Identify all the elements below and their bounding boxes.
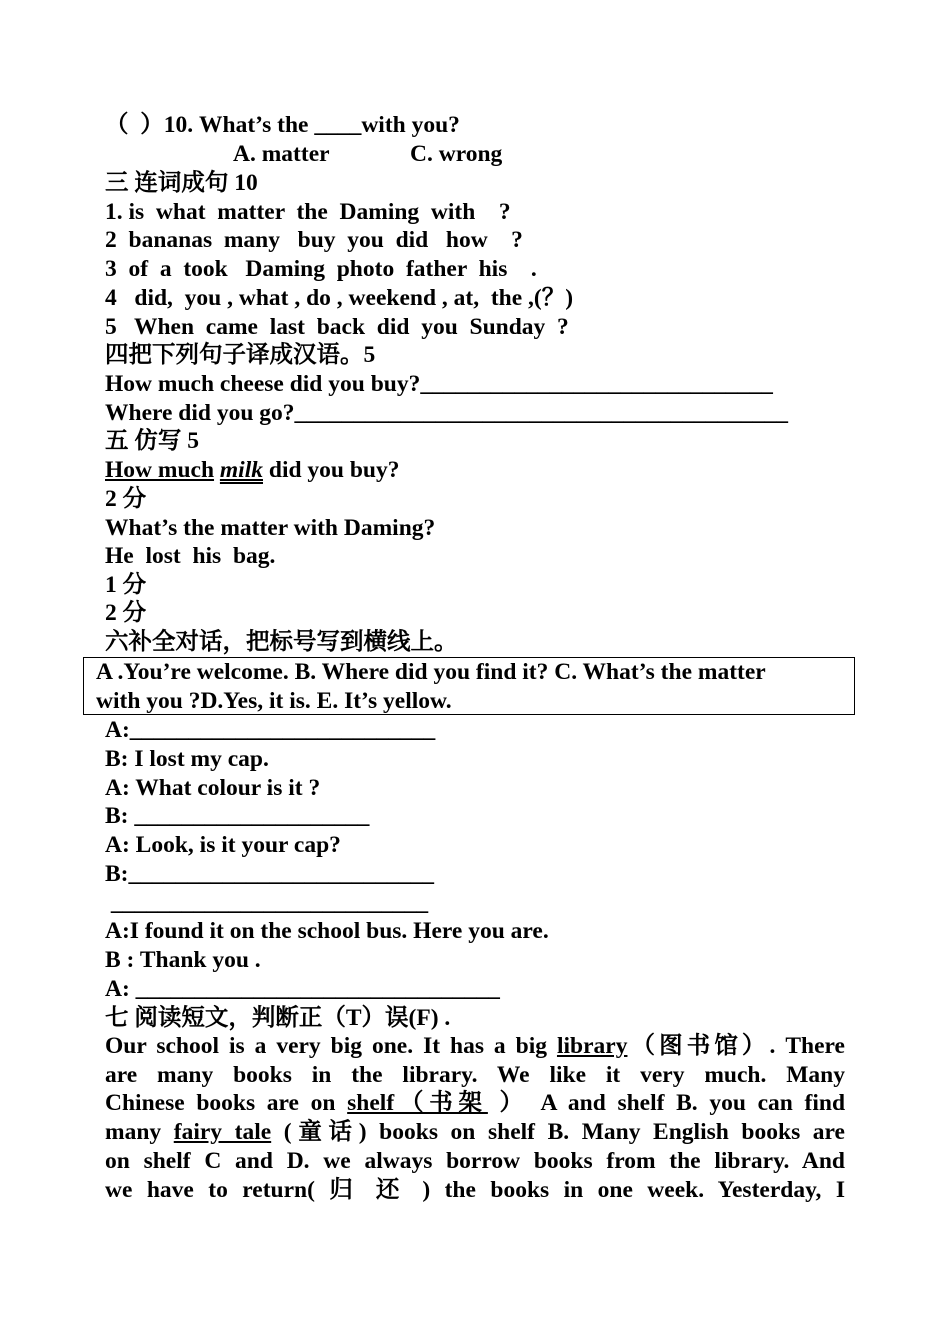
passage-line: on shelf C and D. we always borrow books from the library. And [105,1147,845,1174]
dialog-line: A:I found it on the school bus. Here you are. [105,918,549,944]
option-c: C. wrong [410,141,503,167]
translate-item: How much cheese did you buy?______________________________ [105,371,773,397]
passage-line: Chinese books are on shelf（书架 ） A and shelf B. you can find [105,1090,846,1117]
model-suffix: did you buy? [263,457,400,483]
reorder-item: 1. is what matter the Daming with ? [105,199,511,225]
underlined-word: shelf（书架 [347,1090,488,1117]
model-prefix: How much [105,457,215,483]
passage-line: Our school is a very big one. It has a big library（图书馆）. There [105,1033,845,1059]
reorder-item: 5 When came last back did you Sunday ? [105,314,569,340]
passage-line: are many books in the library. We like it very much. Many [105,1061,845,1088]
section-6-title: 六补全对话，把标号写到横线上。 [105,629,458,655]
score-label: 2 分 [105,486,147,512]
dialog-line: B:__________________________ [105,861,434,887]
dialog-line: B: ____________________ [105,803,370,829]
question-10: （ ）10. What’s the ____with you? [105,112,460,138]
model-question: What’s the matter with Daming? [105,515,436,541]
underlined-word: library [556,1033,628,1059]
underlined-word: fairy tale [173,1119,272,1146]
section-7-title: 七 阅读短文，判断正（T）误(F) . [105,1005,451,1031]
options-line-2: with you ?D.Yes, it is. E. It’s yellow. [96,688,452,714]
passage-line: we have to return( 归 还 ) the books in one week. Yesterday, I [105,1176,845,1203]
score-label: 1 分 [105,572,147,598]
dialog-line: A: Look, is it your cap? [105,832,341,858]
reorder-item: 4 did, you , what , do , weekend , at, the ,(？) [105,285,574,311]
dialog-line: ___________________________ [105,890,429,916]
reorder-item: 3 of a took Daming photo father his . [105,256,537,282]
section-3-title: 三 连词成句 10 [105,170,258,196]
model-word: milk [219,457,263,483]
dialog-line: B: I lost my cap. [105,746,269,772]
score-label: 2 分 [105,600,147,626]
options-box [83,657,855,715]
reading-passage [105,1032,845,1204]
section-4-title: 四把下列句子译成汉语。5 [105,342,376,368]
reorder-item: 2 bananas many buy you did how ? [105,227,523,253]
dialog-line: A: What colour is it ? [105,775,321,801]
translate-item: Where did you go?__________________________________________ [105,400,789,426]
model-sentence [105,456,400,484]
model-answer: He lost his bag. [105,543,276,569]
dialog-line: A: _______________________________ [105,976,500,1002]
options-line-1: A .You’re welcome. B. Where did you find it? C. What’s the matter [96,659,766,685]
option-a: A. matter [233,141,330,167]
section-5-title: 五 仿写 5 [105,428,199,454]
dialog-line: B : Thank you . [105,947,261,973]
passage-line: many fairy tale (童话) books on shelf B. Many English books are [105,1119,845,1146]
dialog-line: A:__________________________ [105,717,436,743]
